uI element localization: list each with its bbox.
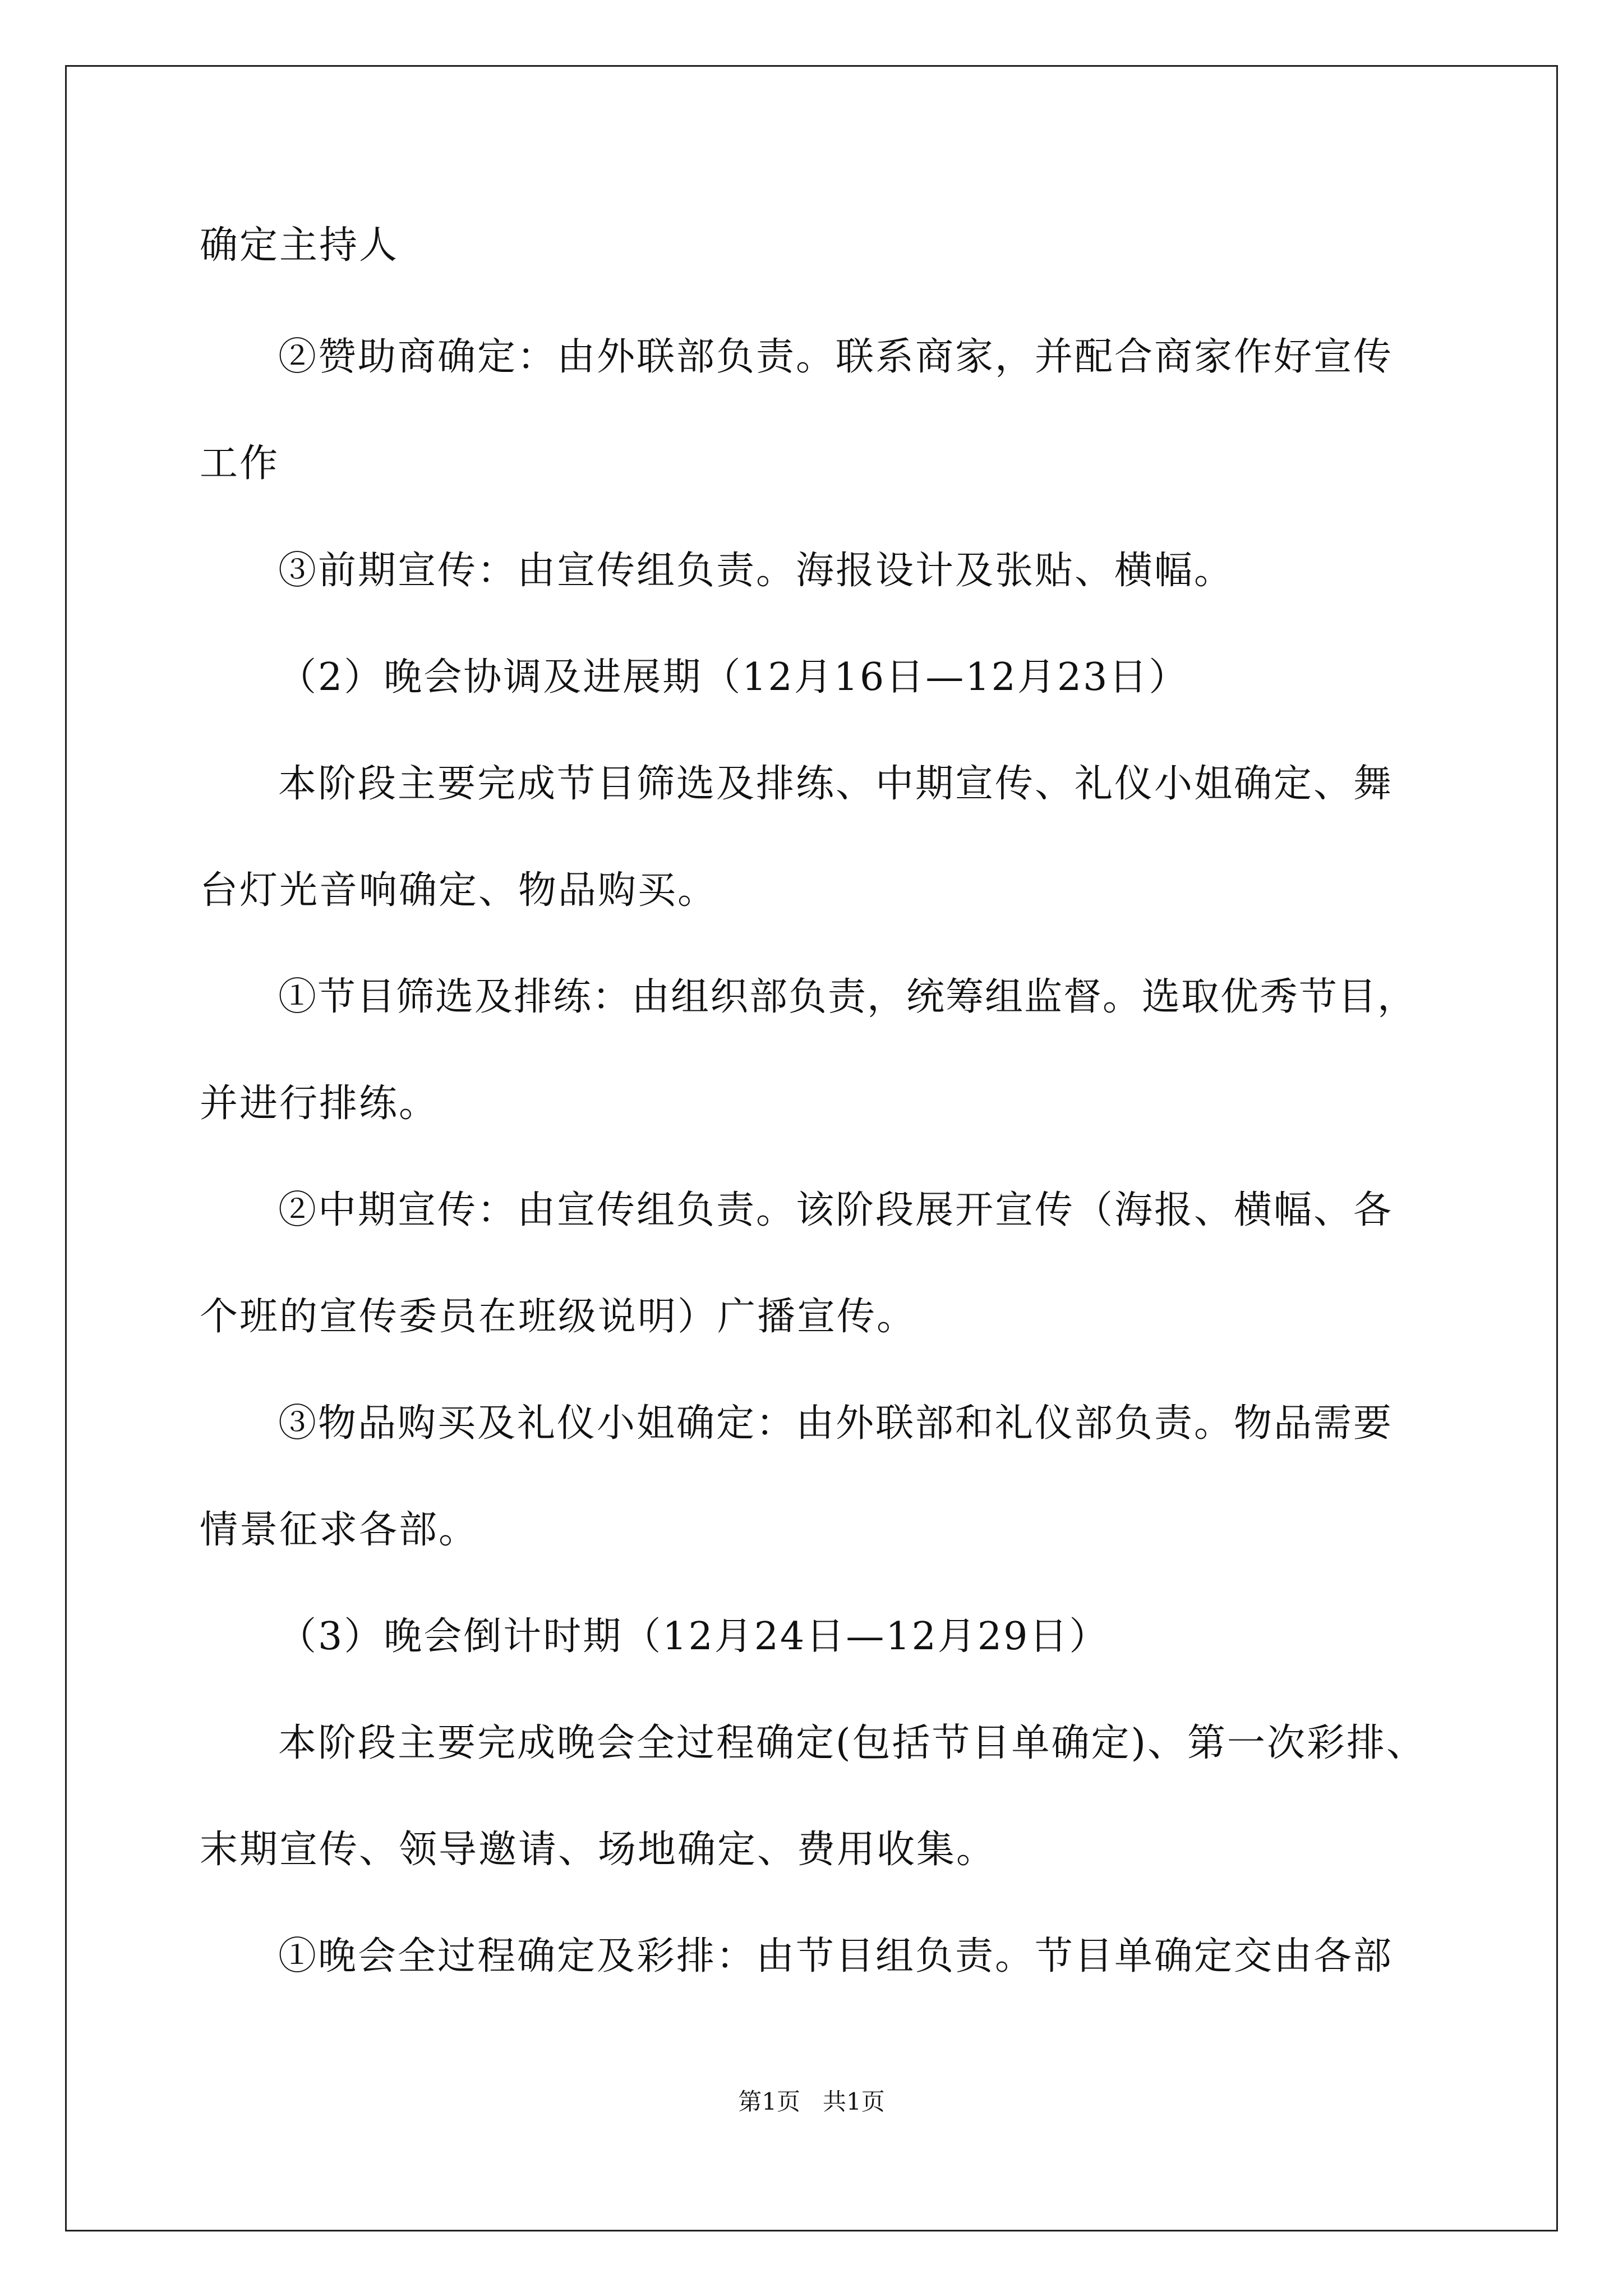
text-line: 情景征求各部。	[200, 1508, 479, 1552]
text-line: 本阶段主要完成节目筛选及排练、中期宣传、礼仪小姐确定、舞	[278, 762, 1394, 806]
text-line: 本阶段主要完成晚会全过程确定(包括节目单确定)、第一次彩排、	[278, 1721, 1427, 1765]
text-line: ①晚会全过程确定及彩排：由节目组负责。节目单确定交由各部	[278, 1934, 1394, 1978]
text-line: 个班的宣传委员在班级说明）广播宣传。	[200, 1295, 917, 1339]
text-line: ③物品购买及礼仪小姐确定：由外联部和礼仪部负责。物品需要	[278, 1401, 1394, 1446]
page-footer: 第1页 共1页	[738, 2088, 885, 2115]
text-line: （2）晚会协调及进展期（12月16日—12月23日）	[278, 655, 1189, 700]
text-line: 末期宣传、领导邀请、场地确定、费用收集。	[200, 1828, 997, 1872]
text-line: ②赞助商确定：由外联部负责。联系商家，并配合商家作好宣传	[278, 335, 1394, 379]
text-line: （3）晚会倒计时期（12月24日—12月29日）	[278, 1614, 1109, 1659]
text-line: 确定主持人	[200, 223, 399, 268]
text-line: ②中期宣传：由宣传组负责。该阶段展开宣传（海报、横幅、各	[278, 1188, 1394, 1232]
text-line: 并进行排练。	[200, 1082, 439, 1126]
text-line: ③前期宣传：由宣传组负责。海报设计及张贴、横幅。	[278, 549, 1234, 593]
page-border	[65, 65, 1558, 2231]
text-line: 台灯光音响确定、物品购买。	[200, 868, 718, 913]
text-line: 工作	[200, 441, 280, 486]
text-line: ①节目筛选及排练：由组织部负责，统筹组监督。选取优秀节目，	[278, 975, 1417, 1019]
